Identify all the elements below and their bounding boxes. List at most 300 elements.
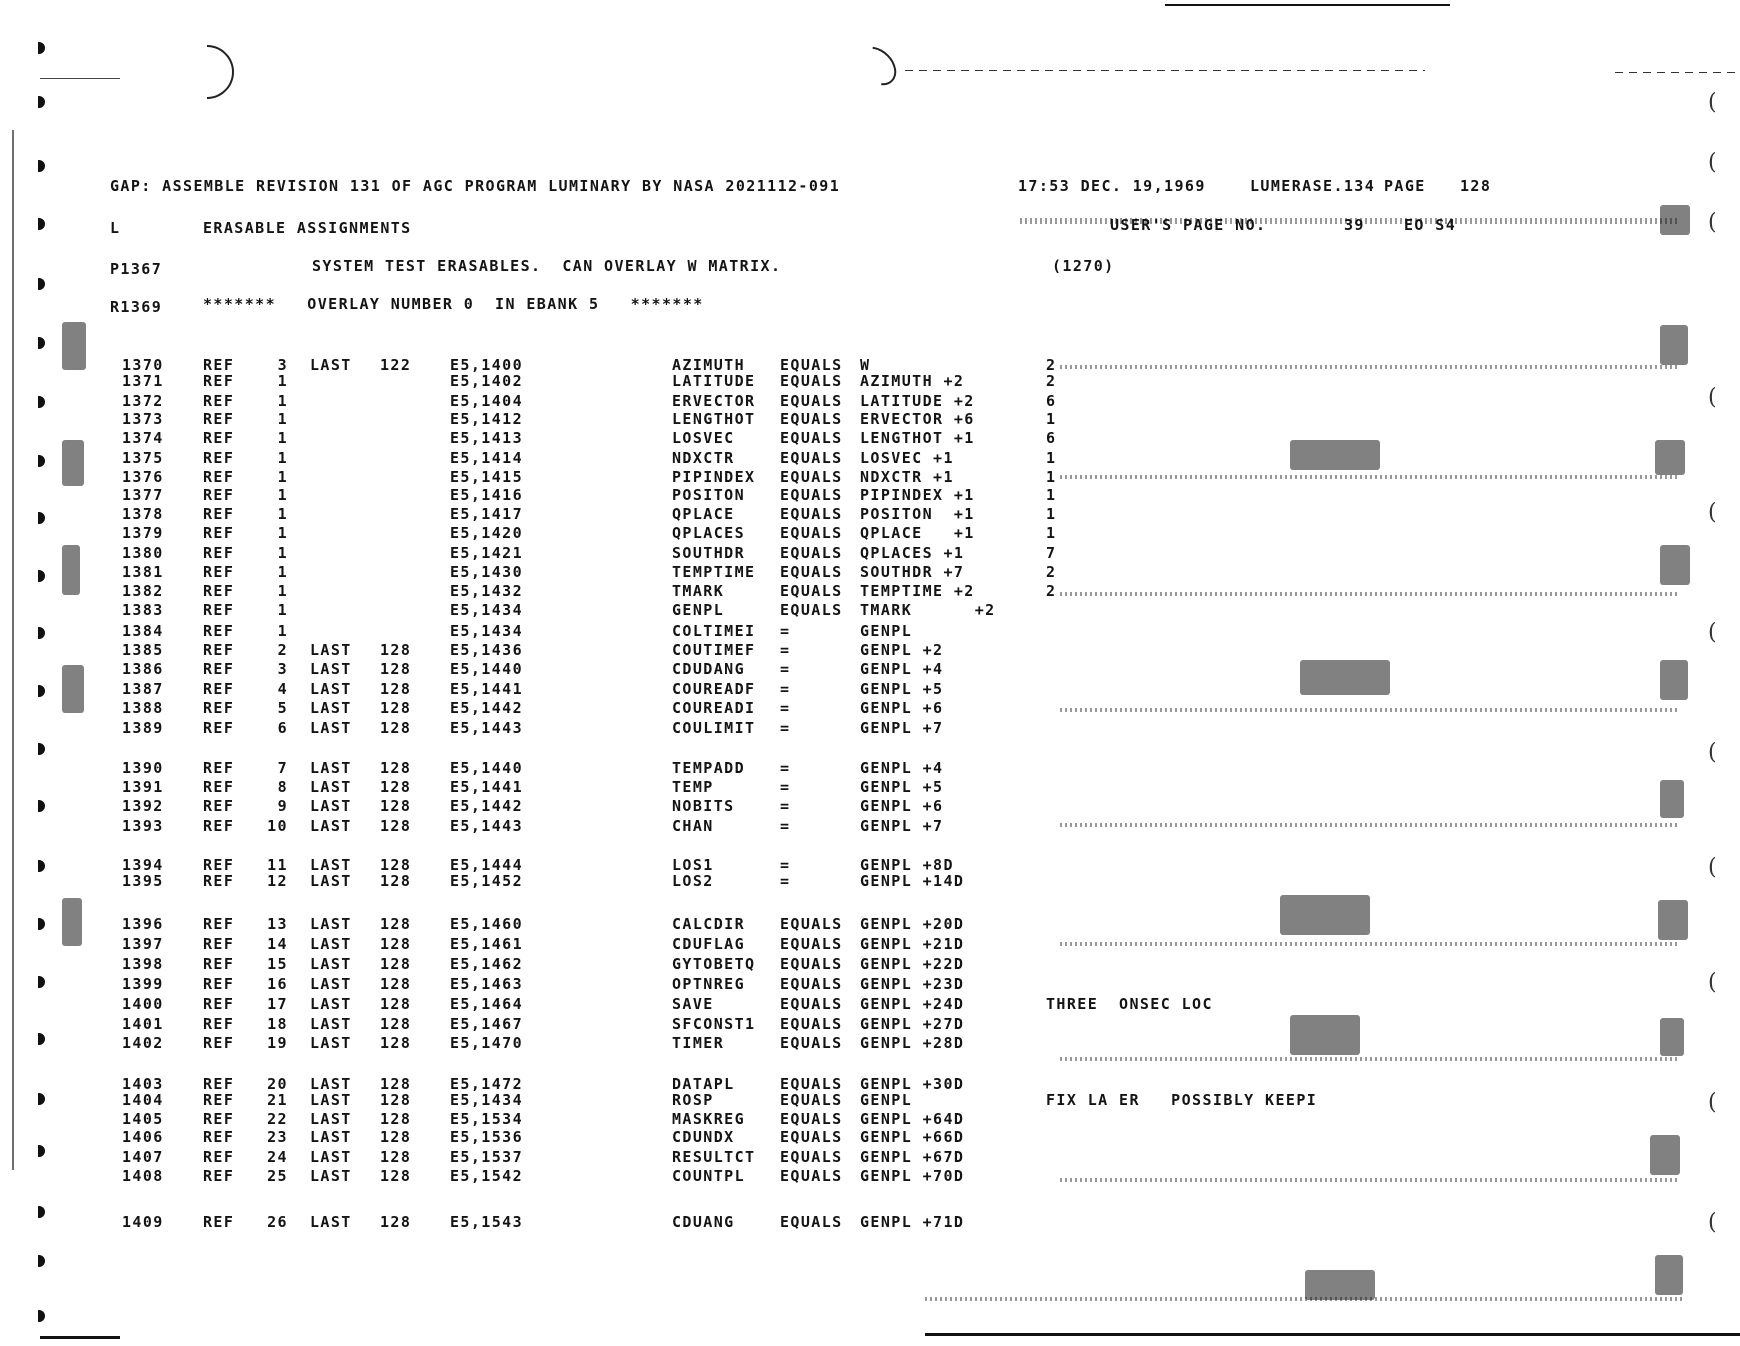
ref-keyword: REF	[203, 1034, 235, 1052]
row-note: 1	[1046, 468, 1057, 486]
preamble-line-number: R1369	[110, 298, 163, 316]
symbol-label: AZIMUTH	[672, 356, 746, 374]
ref-count: 17	[267, 995, 288, 1013]
sprocket-mark	[38, 396, 45, 408]
line-number: 1404	[122, 1091, 164, 1109]
last-page: 128	[380, 759, 412, 777]
last-page: 128	[380, 915, 412, 933]
right-margin-mark: (	[1708, 150, 1717, 175]
ref-count: 4	[277, 680, 288, 698]
ref-count: 1	[277, 392, 288, 410]
line-number: 1394	[122, 856, 164, 874]
ref-keyword: REF	[203, 524, 235, 542]
sprocket-mark	[38, 512, 45, 524]
equate-operand: GENPL +23D	[860, 975, 965, 993]
erasable-address: E5,1467	[450, 1015, 524, 1033]
sprocket-mark	[38, 42, 45, 54]
scan-smudge	[1290, 440, 1380, 470]
erasable-address: E5,1543	[450, 1213, 524, 1231]
row-note: THREE ONSEC LOC	[1046, 995, 1213, 1013]
line-number: 1372	[122, 392, 164, 410]
symbol-label: LOS2	[672, 872, 714, 890]
equate-operand: LATITUDE +2	[860, 392, 975, 410]
equate-operand: GENPL +5	[860, 778, 944, 796]
equate-operator: =	[780, 759, 791, 777]
line-number: 1406	[122, 1128, 164, 1146]
equate-operator: =	[780, 778, 791, 796]
erasable-address: E5,1402	[450, 372, 524, 390]
ref-keyword: REF	[203, 1075, 235, 1093]
last-keyword: LAST	[310, 1034, 352, 1052]
line-number: 1397	[122, 935, 164, 953]
sprocket-mark	[38, 1255, 45, 1267]
scan-smudge	[1660, 325, 1688, 365]
last-page: 128	[380, 797, 412, 815]
symbol-label: TEMP	[672, 778, 714, 796]
ref-keyword: REF	[203, 1213, 235, 1231]
erasable-address: E5,1440	[450, 660, 524, 678]
line-number: 1408	[122, 1167, 164, 1185]
equate-operator: EQUALS	[780, 1075, 843, 1093]
last-page: 128	[380, 1075, 412, 1093]
scan-smudge	[62, 440, 84, 486]
scan-smudge	[1655, 440, 1685, 475]
symbol-label: CALCDIR	[672, 915, 746, 933]
scan-smudge	[1658, 900, 1688, 940]
right-margin-mark: (	[1708, 970, 1717, 995]
erasable-address: E5,1416	[450, 486, 524, 504]
symbol-label: SOUTHDR	[672, 544, 746, 562]
equate-operand: GENPL +5	[860, 680, 944, 698]
symbol-label: NDXCTR	[672, 449, 735, 467]
erasable-address: E5,1436	[450, 641, 524, 659]
erasable-address: E5,1442	[450, 797, 524, 815]
ref-count: 11	[267, 856, 288, 874]
ref-count: 9	[277, 797, 288, 815]
erasable-address: E5,1536	[450, 1128, 524, 1146]
symbol-label: SFCONST1	[672, 1015, 756, 1033]
last-keyword: LAST	[310, 935, 352, 953]
top-edge-rule	[1165, 4, 1450, 6]
sprocket-mark	[38, 918, 45, 930]
last-page: 128	[380, 955, 412, 973]
ref-keyword: REF	[203, 563, 235, 581]
equate-operator: EQUALS	[780, 1091, 843, 1109]
symbol-label: SAVE	[672, 995, 714, 1013]
ref-keyword: REF	[203, 955, 235, 973]
ref-count: 1	[277, 486, 288, 504]
ref-count: 3	[277, 356, 288, 374]
ref-keyword: REF	[203, 601, 235, 619]
last-page: 128	[380, 872, 412, 890]
last-keyword: LAST	[310, 872, 352, 890]
equate-operand: PIPINDEX +1	[860, 486, 975, 504]
symbol-label: DATAPL	[672, 1075, 735, 1093]
equate-operator: EQUALS	[780, 935, 843, 953]
ref-keyword: REF	[203, 680, 235, 698]
erasable-address: E5,1534	[450, 1110, 524, 1128]
line-number: 1370	[122, 356, 164, 374]
equate-operator: EQUALS	[780, 524, 843, 542]
last-page: 128	[380, 641, 412, 659]
erasable-address: E5,1414	[450, 449, 524, 467]
ref-count: 1	[277, 582, 288, 600]
last-page: 128	[380, 975, 412, 993]
line-number: 1382	[122, 582, 164, 600]
right-margin-mark: (	[1708, 90, 1717, 115]
ref-count: 8	[277, 778, 288, 796]
page-label: PAGE	[1384, 177, 1426, 195]
line-number: 1399	[122, 975, 164, 993]
right-margin-mark: (	[1708, 1090, 1717, 1115]
equate-operator: EQUALS	[780, 372, 843, 390]
line-number: 1371	[122, 372, 164, 390]
symbol-label: CDUANG	[672, 1213, 735, 1231]
scan-noise	[1060, 1057, 1680, 1061]
ref-keyword: REF	[203, 817, 235, 835]
sprocket-mark	[38, 96, 45, 108]
line-number: 1376	[122, 468, 164, 486]
symbol-label: GYTOBETQ	[672, 955, 756, 973]
symbol-label: QPLACES	[672, 524, 746, 542]
line-number: 1396	[122, 915, 164, 933]
equate-operator: =	[780, 622, 791, 640]
line-number: 1387	[122, 680, 164, 698]
line-number: 1381	[122, 563, 164, 581]
erasable-address: E5,1440	[450, 759, 524, 777]
scan-noise	[1060, 1178, 1680, 1182]
ref-keyword: REF	[203, 699, 235, 717]
line-number: 1391	[122, 778, 164, 796]
ref-keyword: REF	[203, 582, 235, 600]
ref-count: 1	[277, 410, 288, 428]
equate-operator: EQUALS	[780, 392, 843, 410]
line-number: 1389	[122, 719, 164, 737]
equate-operand: GENPL +22D	[860, 955, 965, 973]
erasable-address: E5,1463	[450, 975, 524, 993]
symbol-label: ROSP	[672, 1091, 714, 1109]
equate-operator: EQUALS	[780, 582, 843, 600]
ref-count: 7	[277, 759, 288, 777]
equate-operand: SOUTHDR +7	[860, 563, 965, 581]
line-number: 1379	[122, 524, 164, 542]
last-keyword: LAST	[310, 778, 352, 796]
last-keyword: LAST	[310, 817, 352, 835]
equate-operand: GENPL +8D	[860, 856, 954, 874]
symbol-label: LATITUDE	[672, 372, 756, 390]
right-margin-mark: (	[1708, 1210, 1717, 1235]
symbol-label: TEMPADD	[672, 759, 746, 777]
equate-operand: TMARK +2	[860, 601, 996, 619]
equate-operator: EQUALS	[780, 563, 843, 581]
equate-operand: AZIMUTH +2	[860, 372, 965, 390]
ref-count: 1	[277, 524, 288, 542]
line-number: 1390	[122, 759, 164, 777]
line-number: 1405	[122, 1110, 164, 1128]
ref-keyword: REF	[203, 660, 235, 678]
equate-operator: =	[780, 719, 791, 737]
ref-count: 15	[267, 955, 288, 973]
equate-operand: GENPL +71D	[860, 1213, 965, 1231]
last-page: 128	[380, 680, 412, 698]
line-number: 1377	[122, 486, 164, 504]
equate-operator: EQUALS	[780, 486, 843, 504]
erasable-address: E5,1442	[450, 699, 524, 717]
file-id: LUMERASE.134	[1250, 177, 1376, 195]
equate-operator: =	[780, 680, 791, 698]
symbol-label: COULIMIT	[672, 719, 756, 737]
ref-count: 1	[277, 449, 288, 467]
line-number: 1374	[122, 429, 164, 447]
last-page: 128	[380, 995, 412, 1013]
last-page: 128	[380, 778, 412, 796]
last-page: 128	[380, 660, 412, 678]
equate-operand: GENPL +30D	[860, 1075, 965, 1093]
erasable-address: E5,1460	[450, 915, 524, 933]
erasable-address: E5,1412	[450, 410, 524, 428]
row-note: 2	[1046, 356, 1057, 374]
equate-operator: EQUALS	[780, 449, 843, 467]
sprocket-mark	[38, 337, 45, 349]
line-number: 1386	[122, 660, 164, 678]
sprocket-mark	[38, 218, 45, 230]
scan-smudge	[1660, 545, 1690, 585]
scan-noise	[1060, 942, 1680, 946]
symbol-label: NOBITS	[672, 797, 735, 815]
scan-smudge	[1660, 660, 1688, 700]
line-number: 1384	[122, 622, 164, 640]
equate-operator: EQUALS	[780, 1213, 843, 1231]
last-keyword: LAST	[310, 1167, 352, 1185]
equate-operand: GENPL +66D	[860, 1128, 965, 1146]
line-number: 1395	[122, 872, 164, 890]
dashed-top-line	[905, 70, 1425, 71]
last-keyword: LAST	[310, 797, 352, 815]
last-page: 128	[380, 935, 412, 953]
scan-smudge	[1305, 1270, 1375, 1300]
last-page: 128	[380, 1015, 412, 1033]
last-keyword: LAST	[310, 975, 352, 993]
sprocket-mark	[38, 455, 45, 467]
equate-operator: EQUALS	[780, 544, 843, 562]
punch-hole-arc-left	[169, 34, 245, 110]
line-number: 1385	[122, 641, 164, 659]
equate-operand: GENPL +64D	[860, 1110, 965, 1128]
right-margin-mark: (	[1708, 855, 1717, 880]
symbol-label: COUREADF	[672, 680, 756, 698]
erasable-address: E5,1464	[450, 995, 524, 1013]
sprocket-mark	[38, 800, 45, 812]
dashed-top-line-2	[1615, 72, 1735, 73]
line-number: 1380	[122, 544, 164, 562]
row-note: 7	[1046, 544, 1057, 562]
ref-count: 1	[277, 372, 288, 390]
equate-operand: NDXCTR +1	[860, 468, 954, 486]
row-note: 2	[1046, 582, 1057, 600]
erasable-address: E5,1417	[450, 505, 524, 523]
scan-smudge	[1650, 1135, 1680, 1175]
ref-keyword: REF	[203, 410, 235, 428]
ref-keyword: REF	[203, 429, 235, 447]
erasable-address: E5,1441	[450, 680, 524, 698]
ref-count: 24	[267, 1148, 288, 1166]
user-page-suffix: EO S4	[1404, 216, 1457, 234]
ref-keyword: REF	[203, 759, 235, 777]
ref-count: 23	[267, 1128, 288, 1146]
erasable-address: E5,1430	[450, 563, 524, 581]
equate-operand: TEMPTIME +2	[860, 582, 975, 600]
equate-operand: GENPL +70D	[860, 1167, 965, 1185]
dashed-top-left	[40, 78, 120, 79]
line-number: 1401	[122, 1015, 164, 1033]
line-number: 1373	[122, 410, 164, 428]
ref-count: 18	[267, 1015, 288, 1033]
equate-operator: =	[780, 817, 791, 835]
last-keyword: LAST	[310, 955, 352, 973]
ref-keyword: REF	[203, 1091, 235, 1109]
ref-count: 2	[277, 641, 288, 659]
last-keyword: LAST	[310, 660, 352, 678]
right-margin-mark: (	[1708, 210, 1717, 235]
ref-count: 6	[277, 719, 288, 737]
row-note: 1	[1046, 410, 1057, 428]
equate-operator: EQUALS	[780, 505, 843, 523]
row-note: 1	[1046, 524, 1057, 542]
symbol-label: QPLACE	[672, 505, 735, 523]
equate-operand: ERVECTOR +6	[860, 410, 975, 428]
ref-keyword: REF	[203, 975, 235, 993]
section-letter: L	[110, 219, 121, 237]
symbol-label: MASKREG	[672, 1110, 746, 1128]
ref-count: 1	[277, 544, 288, 562]
ref-count: 1	[277, 622, 288, 640]
last-page: 128	[380, 1148, 412, 1166]
line-number: 1375	[122, 449, 164, 467]
line-number: 1392	[122, 797, 164, 815]
erasable-address: E5,1470	[450, 1034, 524, 1052]
equate-operand: LENGTHOT +1	[860, 429, 975, 447]
symbol-label: GENPL	[672, 601, 725, 619]
last-page: 128	[380, 719, 412, 737]
preamble-text: SYSTEM TEST ERASABLES. CAN OVERLAY W MATRIX.	[312, 257, 782, 275]
erasable-address: E5,1400	[450, 356, 524, 374]
last-page: 122	[380, 356, 412, 374]
ref-count: 14	[267, 935, 288, 953]
row-note: 6	[1046, 392, 1057, 410]
ref-count: 1	[277, 563, 288, 581]
last-keyword: LAST	[310, 719, 352, 737]
ref-keyword: REF	[203, 856, 235, 874]
row-note: 1	[1046, 449, 1057, 467]
ref-count: 19	[267, 1034, 288, 1052]
ref-count: 26	[267, 1213, 288, 1231]
equate-operator: EQUALS	[780, 1034, 843, 1052]
ref-count: 1	[277, 601, 288, 619]
equate-operator: EQUALS	[780, 975, 843, 993]
equate-operand: W	[860, 356, 871, 374]
ref-count: 1	[277, 468, 288, 486]
line-number: 1400	[122, 995, 164, 1013]
right-margin-mark: (	[1708, 740, 1717, 765]
last-page: 128	[380, 1110, 412, 1128]
equate-operator: =	[780, 872, 791, 890]
symbol-label: COUTIMEF	[672, 641, 756, 659]
equate-operator: EQUALS	[780, 1167, 843, 1185]
symbol-label: COUREADI	[672, 699, 756, 717]
ref-count: 3	[277, 660, 288, 678]
erasable-address: E5,1537	[450, 1148, 524, 1166]
symbol-label: LENGTHOT	[672, 410, 756, 428]
section-title: ERASABLE ASSIGNMENTS	[203, 219, 412, 237]
equate-operator: EQUALS	[780, 915, 843, 933]
equate-operand: GENPL +4	[860, 759, 944, 777]
last-keyword: LAST	[310, 1213, 352, 1231]
sprocket-mark	[38, 1206, 45, 1218]
symbol-label: CDUFLAG	[672, 935, 746, 953]
row-note: 6	[1046, 429, 1057, 447]
symbol-label: CDUDANG	[672, 660, 746, 678]
erasable-address: E5,1443	[450, 719, 524, 737]
equate-operand: GENPL +20D	[860, 915, 965, 933]
scan-smudge	[1280, 895, 1370, 935]
user-page-label: USER'S PAGE NO.	[1110, 216, 1267, 234]
scan-noise	[1060, 592, 1680, 596]
equate-operand: LOSVEC +1	[860, 449, 954, 467]
equate-operator: EQUALS	[780, 1128, 843, 1146]
last-page: 128	[380, 817, 412, 835]
equate-operand: GENPL	[860, 622, 913, 640]
equate-operand: GENPL +14D	[860, 872, 965, 890]
last-keyword: LAST	[310, 1148, 352, 1166]
last-keyword: LAST	[310, 1128, 352, 1146]
scan-smudge	[1290, 1015, 1360, 1055]
line-number: 1398	[122, 955, 164, 973]
bottom-left-rule	[40, 1336, 120, 1339]
erasable-address: E5,1421	[450, 544, 524, 562]
line-number: 1402	[122, 1034, 164, 1052]
symbol-label: COUNTPL	[672, 1167, 746, 1185]
preamble-extra: (1270)	[1052, 257, 1115, 275]
ref-keyword: REF	[203, 544, 235, 562]
print-timestamp: 17:53 DEC. 19,1969	[1018, 177, 1206, 195]
sprocket-mark	[38, 1310, 45, 1322]
row-note: 1	[1046, 486, 1057, 504]
scan-noise	[1060, 365, 1680, 369]
symbol-label: OPTNREG	[672, 975, 746, 993]
ref-count: 1	[277, 505, 288, 523]
sprocket-mark	[38, 685, 45, 697]
equate-operand: GENPL +21D	[860, 935, 965, 953]
ref-keyword: REF	[203, 392, 235, 410]
line-number: 1407	[122, 1148, 164, 1166]
equate-operator: EQUALS	[780, 1015, 843, 1033]
scan-smudge	[1660, 780, 1684, 818]
ref-keyword: REF	[203, 486, 235, 504]
ref-count: 20	[267, 1075, 288, 1093]
sprocket-mark	[38, 160, 45, 172]
last-keyword: LAST	[310, 356, 352, 374]
scan-smudge	[62, 665, 84, 713]
erasable-address: E5,1441	[450, 778, 524, 796]
preamble-text: ******* OVERLAY NUMBER 0 IN EBANK 5 *******	[203, 295, 704, 313]
equate-operator: EQUALS	[780, 356, 843, 374]
erasable-address: E5,1443	[450, 817, 524, 835]
symbol-label: PIPINDEX	[672, 468, 756, 486]
symbol-label: CHAN	[672, 817, 714, 835]
last-keyword: LAST	[310, 1110, 352, 1128]
ref-keyword: REF	[203, 719, 235, 737]
equate-operator: =	[780, 660, 791, 678]
